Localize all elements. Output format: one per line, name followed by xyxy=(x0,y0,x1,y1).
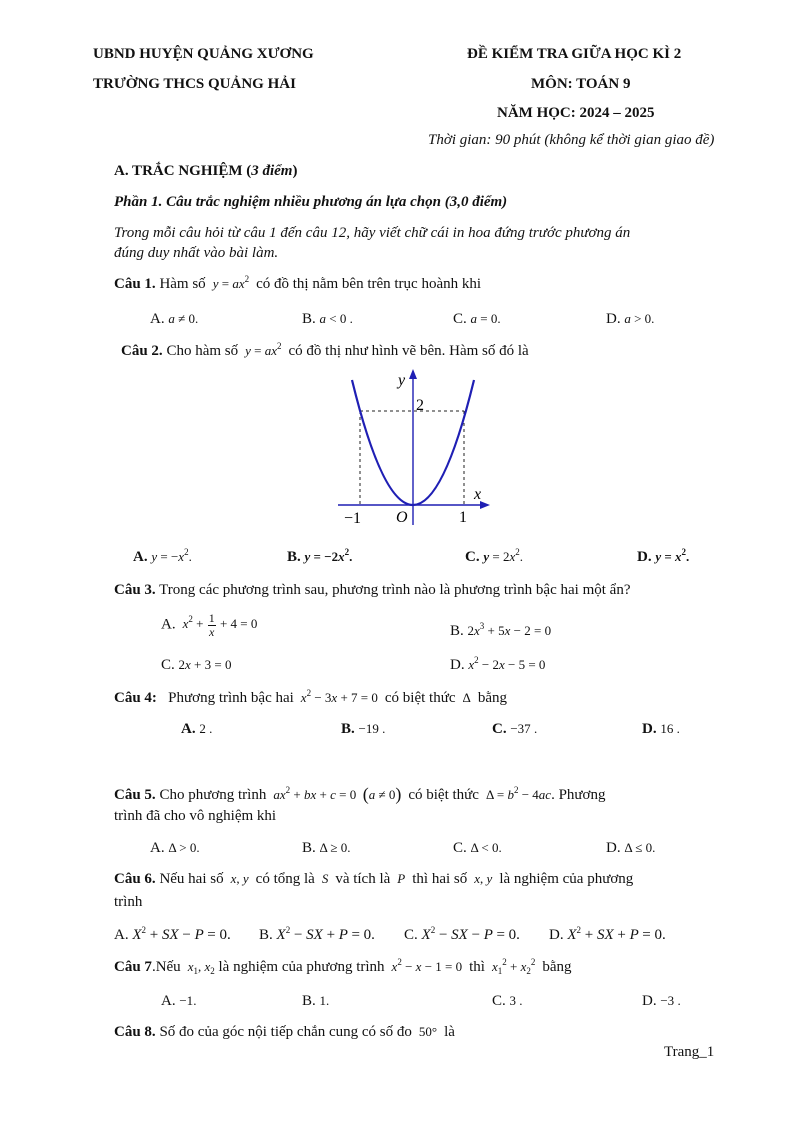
q2-option-b[interactable]: B. $y = -2x^2$. xyxy=(287,547,353,565)
q5-option-d[interactable]: D. Δ ≤ 0. xyxy=(606,840,656,856)
q4-option-d[interactable]: D. 16 . xyxy=(642,721,680,737)
x-axis-arrow xyxy=(480,501,490,509)
part-title: Phần 1. Câu trắc nghiệm nhiều phương án lựa chọn (3,0 điểm) xyxy=(114,194,508,210)
q1-option-c[interactable]: C. a = 0. xyxy=(453,311,501,327)
parabola-graph xyxy=(330,365,500,530)
question-6-line2: trình xyxy=(114,894,143,910)
label-y: y xyxy=(398,372,406,389)
q2-option-c[interactable]: C. $y = 2x^2$. xyxy=(465,547,523,565)
q3-option-a[interactable]: A. $x^2$ + $\frac{1}{x}$ + 4 = 0 xyxy=(161,611,258,639)
q4-option-c[interactable]: C. −37 . xyxy=(492,721,538,737)
q7-option-a[interactable]: A. −1. xyxy=(161,993,197,1009)
q5-option-a[interactable]: A. Δ > 0. xyxy=(150,840,200,856)
q1-option-b[interactable]: B. a < 0 . xyxy=(302,311,353,327)
header-left-line1: UBND HUYỆN QUẢNG XƯƠNG xyxy=(93,46,314,62)
q2-option-a[interactable]: A. $y = -x^2$. xyxy=(133,547,192,565)
y-axis-arrow xyxy=(409,369,417,379)
q3-option-b[interactable]: B. $2x^3 + 5x - 2 = 0$ xyxy=(450,621,552,639)
q5-option-b[interactable]: B. Δ ≥ 0. xyxy=(302,840,351,856)
page-number: Trang_1 xyxy=(664,1044,715,1060)
q7-option-d[interactable]: D. −3 . xyxy=(642,993,681,1009)
instruction-line2: đúng duy nhất vào bài làm. xyxy=(114,245,279,261)
q6-option-c[interactable]: C. $X^2$ − SX − P = 0. xyxy=(404,925,520,943)
q1-option-a[interactable]: A. a ≠ 0. xyxy=(150,311,199,327)
label-origin: O xyxy=(396,509,408,526)
q5-option-c[interactable]: C. Δ < 0. xyxy=(453,840,502,856)
section-title: A. TRẮC NGHIỆM (3 điểm) xyxy=(114,163,298,179)
question-2: Câu 2. Cho hàm số $y = ax^2$ có đồ thị như hình vẽ bên. Hàm số đó là xyxy=(121,341,529,359)
question-3: Câu 3. Trong các phương trình sau, phương trình nào là phương trình bậc hai một ẩn? xyxy=(114,582,631,598)
q4-option-b[interactable]: B. −19 . xyxy=(341,721,386,737)
q7-option-b[interactable]: B. 1. xyxy=(302,993,330,1009)
q6-option-b[interactable]: B. $X^2$ − SX + P = 0. xyxy=(259,925,375,943)
question-4: Câu 4: Phương trình bậc hai $x^2 - 3x + 7 = 0$ có biệt thức Δ bằng xyxy=(114,688,508,706)
q2-option-d[interactable]: D. $y = x^2$. xyxy=(637,547,690,565)
question-6: Câu 6. Nếu hai số x, y có tổng là S và tích là P thì hai số x, y là nghiệm của phương xyxy=(114,871,634,887)
header-right-line3: NĂM HỌC: 2024 – 2025 xyxy=(497,105,655,121)
q1-option-d[interactable]: D. a > 0. xyxy=(606,311,655,327)
header-right-line1: ĐỀ KIỂM TRA GIỮA HỌC KÌ 2 xyxy=(467,46,682,62)
question-5-line2: trình đã cho vô nghiệm khi xyxy=(114,808,277,824)
question-7: Câu 7.Nếu $x_1$, $x_2$ là nghiệm của phương trình $x^2 - x - 1 = 0$ thì $x_1^2 + x_2^2$ bằng xyxy=(114,957,572,976)
formula: $y = ax^2$ xyxy=(209,274,250,291)
exam-time: Thời gian: 90 phút (không kể thời gian giao đề) xyxy=(428,132,715,148)
q4-option-a[interactable]: A. 2 . xyxy=(181,721,213,737)
q6-option-d[interactable]: D. $X^2$ + SX + P = 0. xyxy=(549,925,666,943)
question-5: Câu 5. Cho phương trình $ax^2$ + bx + c = 0 (a ≠ 0) có biệt thức $\Delta = b^2 - 4ac$. Phương xyxy=(114,784,606,804)
question-8: Câu 8. Số đo của góc nội tiếp chắn cung có số đo 50° là xyxy=(114,1024,455,1040)
q6-option-a[interactable]: A. $X^2$ + SX − P = 0. xyxy=(114,925,231,943)
label-x: x xyxy=(474,486,482,503)
label-1: 1 xyxy=(459,509,467,526)
instruction-line1: Trong mỗi câu hỏi từ câu 1 đến câu 12, hãy viết chữ cái in hoa đứng trước phương án xyxy=(114,225,631,241)
header-right-line2: MÔN: TOÁN 9 xyxy=(531,76,631,92)
label-neg1: −1 xyxy=(344,510,362,527)
question-1: Câu 1. Hàm số $y = ax^2$ có đồ thị nằm bên trên trục hoành khi xyxy=(114,274,482,292)
q3-option-c[interactable]: C. 2x + 3 = 0 xyxy=(161,657,232,673)
q3-option-d[interactable]: D. $x^2 - 2x - 5 = 0$ xyxy=(450,655,546,673)
header-left-line2: TRƯỜNG THCS QUẢNG HẢI xyxy=(93,76,296,92)
q7-option-c[interactable]: C. 3 . xyxy=(492,993,523,1009)
label-2: 2 xyxy=(416,397,424,414)
